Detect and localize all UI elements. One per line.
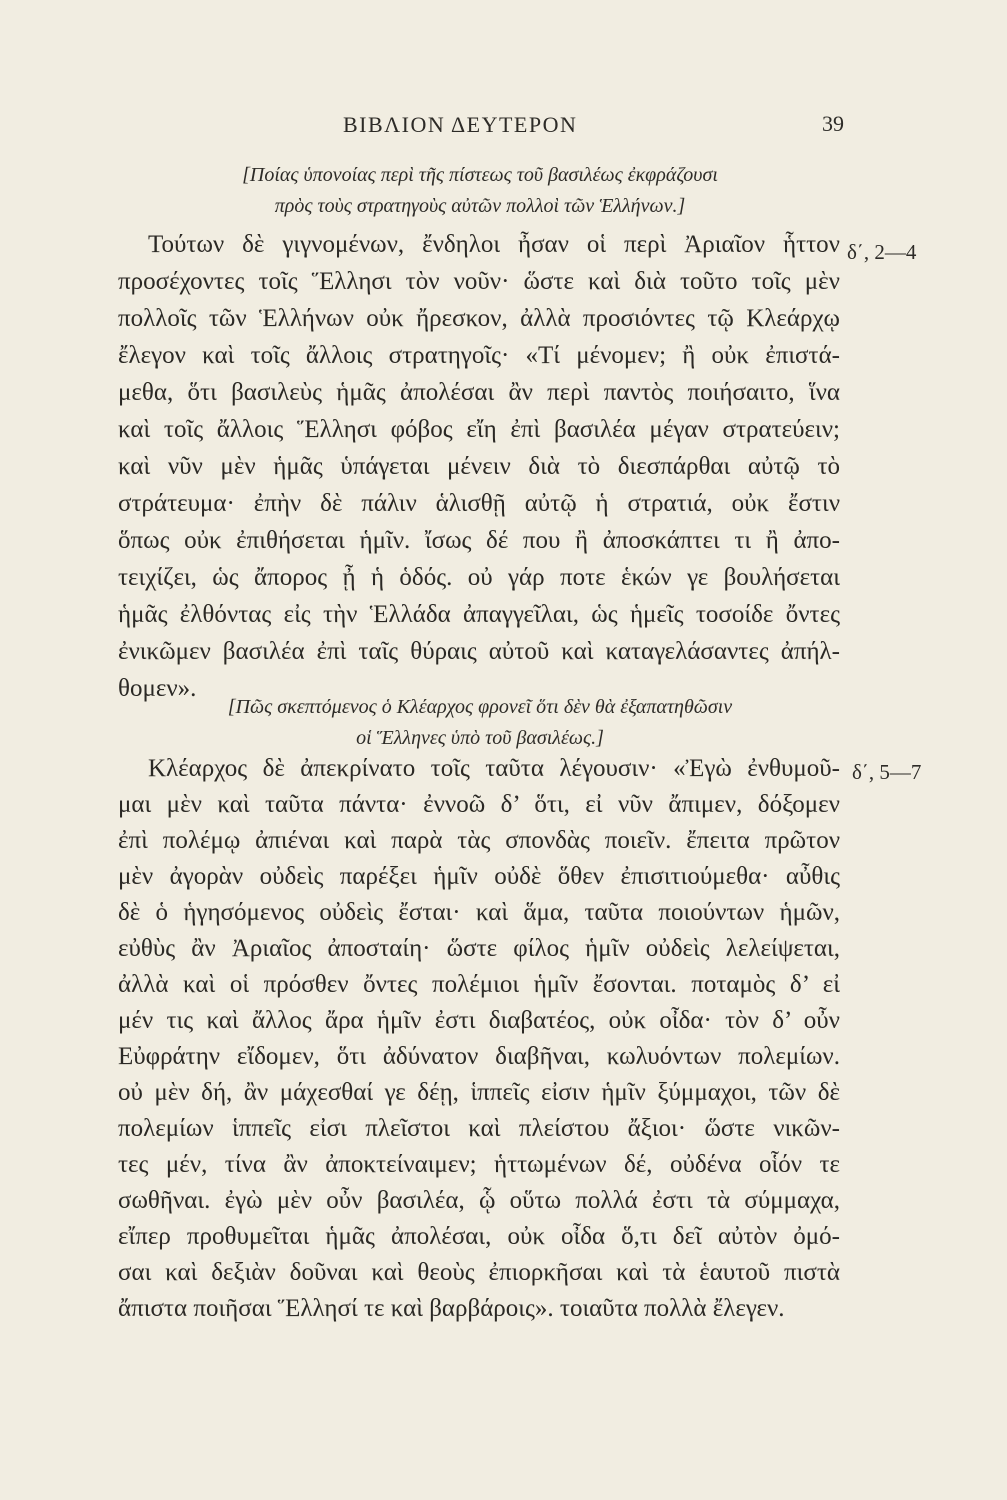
text-line: Τούτων δὲ γιγνομένων, ἔνδηλοι ἦσαν οἱ περὶ Ἀριαῖον ἧττον (148, 231, 840, 258)
text-line: ἐνικῶμεν βασιλέα ἐπὶ ταῖς θύραις αὐτοῦ καὶ καταγελάσαντες ἀπήλ- (118, 638, 840, 665)
text-line: Κλέαρχος δὲ ἀπεκρίνατο τοῖς ταῦτα λέγουσιν· «Ἐγὼ ἐνθυμοῦ- (148, 755, 840, 782)
text-line: ἀλλὰ καὶ οἱ πρόσθεν ὄντες πολέμιοι ἡμῖν ἔσονται. ποταμὸς δ’ εἰ (118, 971, 840, 998)
heading-line: πρὸς τοὺς στρατηγοὺς αὐτῶν πολλοὶ τῶν Ἑλλήνων.] (274, 195, 686, 217)
text-line: καὶ νῦν μὲν ἡμᾶς ὑπάγεται μένειν διὰ τὸ διεσπάρθαι αὐτῷ τὸ (118, 453, 840, 480)
marginal-reference-2: δ΄, 5—7 (852, 760, 922, 784)
text-line: προσέχοντες τοῖς Ἕλλησι τὸν νοῦν· ὥστε καὶ διὰ τοῦτο τοῖς μὲν (118, 268, 840, 295)
text-line: Εὐφράτην εἴδομεν, ὅτι ἀδύνατον διαβῆναι, κωλυόντων πολεμίων. (118, 1043, 840, 1070)
page-number: 39 (822, 111, 844, 136)
text-line: μαι μὲν καὶ ταῦτα πάντα· ἐννοῶ δ’ ὅτι, εἰ νῦν ἄπιμεν, δόξομεν (118, 791, 840, 818)
text-line: μέν τις καὶ ἄλλος ἄρα ἡμῖν ἐστι διαβατέος, οὐκ οἶδα· τὸν δ’ οὖν (118, 1007, 840, 1034)
text-line: ἐπὶ πολέμῳ ἀπιέναι καὶ παρὰ τὰς σπονδὰς ποιεῖν. ἔπειτα πρῶτον (118, 827, 840, 854)
heading-line: [Ποίας ὑπονοίας περὶ τῆς πίστεως τοῦ βασιλέως ἐκφράζουσι (242, 164, 718, 186)
text-line: οὐ μὲν δή, ἂν μάχεσθαί γε δέῃ, ἱππεῖς εἰσιν ἡμῖν ξύμμαχοι, τῶν δὲ (118, 1079, 840, 1106)
section-heading-2 (100, 692, 860, 754)
text-line: πολλοῖς τῶν Ἑλλήνων οὐκ ἤρεσκον, ἀλλὰ προσιόντες τῷ Κλεάρχῳ (118, 305, 840, 332)
heading-line: [Πῶς σκεπτόμενος ὁ Κλέαρχος φρονεῖ ὅτι δὲν θὰ ἐξαπατηθῶσιν (227, 696, 733, 718)
marginal-reference-1: δ΄, 2—4 (847, 240, 917, 264)
text-line: εὐθὺς ἂν Ἀριαῖος ἀποσταίη· ὥστε φίλος ἡμῖν οὐδεὶς λελείψεται, (118, 935, 840, 962)
text-line: μὲν ἀγορὰν οὐδεὶς παρέξει ἡμῖν οὐδὲ ὅθεν ἐπισιτιούμεθα· αὖθις (118, 863, 840, 890)
text-line: πολεμίων ἱππεῖς εἰσι πλεῖστοι καὶ πλείστου ἄξιοι· ὥστε νικῶν- (118, 1115, 840, 1142)
text-line: σωθῆναι. ἐγὼ μὲν οὖν βασιλέα, ᾧ οὕτω πολλά ἐστι τὰ σύμμαχα, (118, 1187, 840, 1214)
text-line: δὲ ὁ ἡγησόμενος οὐδεὶς ἔσται· καὶ ἅμα, ταῦτα ποιούντων ἡμῶν, (118, 899, 840, 926)
text-line: τειχίζει, ὡς ἄπορος ᾖ ἡ ὁδός. οὐ γάρ ποτε ἑκών γε βουλήσεται (118, 564, 840, 591)
text-line: μεθα, ὅτι βασιλεὺς ἡμᾶς ἀπολέσαι ἂν περὶ παντὸς ποιήσαιτο, ἵνα (118, 379, 840, 406)
text-line: ὅπως οὐκ ἐπιθήσεται ἡμῖν. ἴσως δέ που ἢ ἀποσκάπτει τι ἢ ἀπο- (118, 527, 840, 554)
text-line: καὶ τοῖς ἄλλοις Ἕλλησι φόβος εἴη ἐπὶ βασιλέα μέγαν στρατεύειν; (118, 416, 840, 443)
text-line: ἡμᾶς ἐλθόντας εἰς τὴν Ἑλλάδα ἀπαγγεῖλαι, ὡς ἡμεῖς τοσοίδε ὄντες (118, 601, 840, 628)
text-line: στράτευμα· ἐπὴν δὲ πάλιν ἁλισθῇ αὐτῷ ἡ στρατιά, οὐκ ἔστιν (118, 490, 840, 517)
running-title: ΒΙΒΛΙΟΝ ΔΕΥΤΕΡΟΝ (343, 112, 578, 137)
text-line: εἴπερ προθυμεῖται ἡμᾶς ἀπολέσαι, οὐκ οἶδα ὅ,τι δεῖ αὐτὸν ὀμό- (118, 1223, 840, 1250)
text-line: ἔλεγον καὶ τοῖς ἄλλοις στρατηγοῖς· «Τί μένομεν; ἢ οὐκ ἐπιστά- (118, 342, 840, 369)
heading-line: οἱ Ἕλληνες ὑπὸ τοῦ βασιλέως.] (356, 727, 604, 749)
text-line: σαι καὶ δεξιὰν δοῦναι καὶ θεοὺς ἐπιορκῆσαι καὶ τὰ ἑαυτοῦ πιστὰ (118, 1259, 840, 1286)
text-line: θομεν». (118, 675, 197, 702)
text-line: ἄπιστα ποιῆσαι Ἕλλησί τε καὶ βαρβάροις». τοιαῦτα πολλὰ ἔλεγεν. (118, 1295, 785, 1322)
text-line: τες μέν, τίνα ἂν ἀποκτείναιμεν; ἡττωμένων δέ, οὐδένα οἷόν τε (118, 1151, 840, 1178)
section-heading-1 (100, 160, 860, 222)
